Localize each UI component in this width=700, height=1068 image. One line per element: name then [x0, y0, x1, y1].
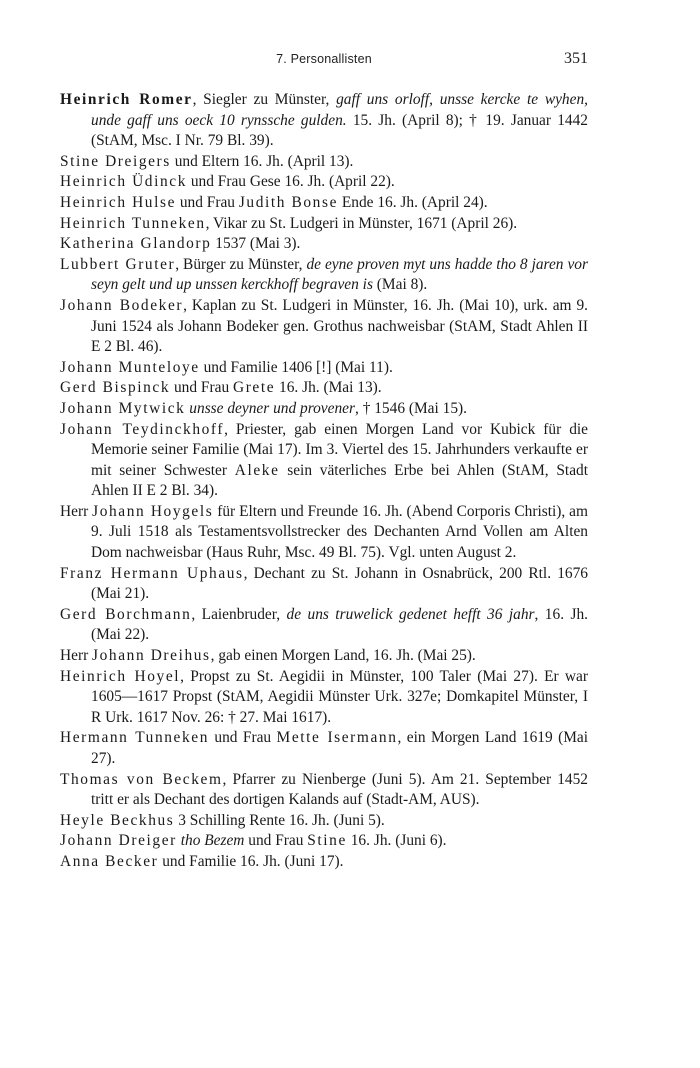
running-head [60, 52, 588, 72]
list-item [60, 378, 588, 399]
person-name: Thomas von Beckem [60, 770, 223, 788]
list-item [60, 152, 588, 173]
list-item [60, 667, 588, 729]
list-item [60, 831, 588, 852]
list-item [60, 234, 588, 255]
person-name: Heyle Beckhus [60, 811, 175, 829]
list-item [60, 296, 588, 358]
quoted-text: gaff uns orloff, unsse kercke te wyhen, unde gaff uns oeck 10 rynssche gulden. [91, 91, 588, 129]
page-number: 351 [564, 50, 588, 67]
entry-list [60, 90, 588, 873]
entry-text: 16. Jh. (April 22). [280, 173, 395, 191]
list-item [60, 358, 588, 379]
list-item [60, 770, 588, 811]
entry-text: , gab einen Morgen Land, 16. Jh. (Mai 25). [210, 647, 476, 665]
person-name: Franz Hermann Uphaus [60, 564, 244, 582]
quoted-text: unsse deyner und provener [189, 399, 355, 417]
person-name: Johann Bodeker [60, 296, 184, 314]
person-name: Mette Isermann [276, 729, 398, 747]
person-name: Johann Bodeker [178, 317, 279, 335]
list-item [60, 420, 588, 502]
entry-text: und Frau [244, 832, 308, 850]
list-item [60, 193, 588, 214]
list-item [60, 214, 588, 235]
entry-text: und Familie 1406 [!] (Mai 11). [199, 358, 393, 376]
quoted-text: de uns truwelick gedenet hefft 36 jahr [286, 605, 535, 623]
person-name: Stine [307, 832, 347, 850]
entry-text: 16. Jh. (Juni 6). [346, 832, 447, 850]
person-name: Aleke [234, 461, 280, 479]
entry-prefix: Herr [60, 647, 93, 665]
entry-text: , Bürger zu Münster, [175, 255, 307, 273]
person-name: Johann Hoygels [92, 502, 214, 520]
person-name: Johann Munteloye [60, 358, 200, 376]
entry-text: , Vikar zu St. Ludgeri in Münster, 1671 (April 26). [205, 214, 518, 232]
list-item [60, 646, 588, 667]
person-name: Johann Dreiger [60, 832, 177, 850]
person-name: Heinrich Üdinck [60, 173, 187, 191]
list-item [60, 728, 588, 769]
entry-text: , † 1546 (Mai 15). [355, 399, 467, 417]
running-title: 7. Personallisten [276, 52, 372, 66]
person-name: Johann Teydinckhoff [60, 420, 225, 438]
person-name: Heinrich Tunneken [60, 214, 206, 232]
entry-prefix: Herr [60, 502, 93, 520]
quoted-text: de eyne proven myt uns hadde tho 8 jaren vor seyn gelt und up unssen kerckhoff begraven is [91, 255, 588, 294]
person-name: Heinrich Romer [60, 91, 193, 108]
person-name: Lubbert Gruter [60, 255, 176, 273]
list-item [60, 811, 588, 832]
entry-text: , Pfarrer zu Nienberge (Juni 5). Am 21. September 1452 tritt er als Dechant des dortigen Kalands auf (Stadt-AM, AUS). [91, 770, 588, 809]
entry-text: 1537 (Mai 3). [211, 235, 301, 253]
person-name: Gerd Borchmann [60, 605, 192, 623]
list-item [60, 605, 588, 646]
entry-text: gen. Grothus nachweisbar (StAM, Stadt Ahlen II E 2 Bl. 46). [91, 317, 588, 356]
list-item [60, 502, 588, 564]
person-name: Gerd Bispinck [60, 379, 171, 397]
list-item [60, 399, 588, 420]
entry-text: für Eltern und Freunde 16. Jh. (Abend Corporis Christi), am 9. Juli 1518 als Testamentsvollstrecker des Dechanten Arnd Vollen am Alten Dom nachweisbar (Haus Ruhr, Msc. 49 Bl. 75). Vgl. unten August 2. [91, 502, 588, 562]
entry-text: sein väterliches Erbe bei Ahlen (StAM, Stadt Ahlen II E 2 Bl. 34). [91, 461, 588, 500]
entry-text: , Laienbruder, [191, 605, 287, 623]
entry-text: , Priester, gab einen Morgen Land vor Kubick für die Memorie seiner Familie (Mai 17). Im 3. Viertel des 15. Jahrhunders verkaufte er mit seiner Schwester [91, 420, 588, 479]
person-name: Johann Dreihus [92, 647, 211, 665]
entry-text: (Mai 8). [372, 276, 428, 294]
person-name: Anna Becker [60, 852, 159, 870]
list-item [60, 255, 588, 296]
entry-text: 3 Schilling Rente 16. Jh. (Juni 5). [174, 811, 385, 829]
entry-text: und Frau [176, 193, 239, 211]
entry-text: 16. Jh. (Mai 13). [275, 379, 382, 397]
entry-text: und Frau [170, 379, 233, 397]
entry-text: und Familie 16. Jh. (Juni 17). [158, 852, 344, 870]
entry-text: , 16. Jh. (Mai 22). [91, 605, 588, 644]
entry-text: Ende 16. Jh. (April 24). [338, 193, 488, 211]
person-name: Judith Bonse [238, 193, 338, 211]
person-name: Katherina Glandorp [60, 235, 212, 253]
list-item [60, 852, 588, 873]
person-name: Grete [232, 379, 276, 397]
entry-text: , Siegler zu Münster, [192, 91, 337, 108]
entry-text: 15. Jh. (April 8); † 19. Januar 1442 (StAM, Msc. I Nr. 79 Bl. 39). [91, 111, 588, 150]
entry-text: und Frau [209, 729, 277, 747]
list-item [60, 172, 588, 193]
person-name: Johann Mytwick [60, 399, 186, 417]
person-name: Gese [249, 173, 281, 191]
entry-text: , Dechant zu St. Johann in Osnabrück, 200 Rtl. 1676 (Mai 21). [91, 564, 588, 603]
person-name: Heinrich Hulse [60, 193, 176, 211]
entry-text: und Eltern 16. Jh. (April 13). [170, 152, 354, 170]
list-item [60, 564, 588, 605]
person-name: Stine Dreigers [60, 152, 171, 170]
quoted-text: tho Bezem [180, 832, 245, 850]
list-item [60, 90, 588, 152]
entry-text: , Propst zu St. Aegidii in Münster, 100 Taler (Mai 27). Er war 1605—1617 Propst (StAM, Aegidii Münster Urk. 327e; Domkapitel Münster, I R Urk. 1617 Nov. 26: † 27. Mai 1617). [91, 667, 588, 726]
entry-text: und Frau [187, 173, 250, 191]
entry-text: , ein Morgen Land 1619 (Mai 27). [91, 729, 588, 767]
person-name: Heinrich Hoyel [60, 667, 181, 685]
person-name: Hermann Tunneken [60, 729, 209, 747]
entry-text: , Kaplan zu St. Ludgeri in Münster, 16. Jh. (Mai 10), urk. am 9. Juni 1524 als [91, 296, 589, 335]
